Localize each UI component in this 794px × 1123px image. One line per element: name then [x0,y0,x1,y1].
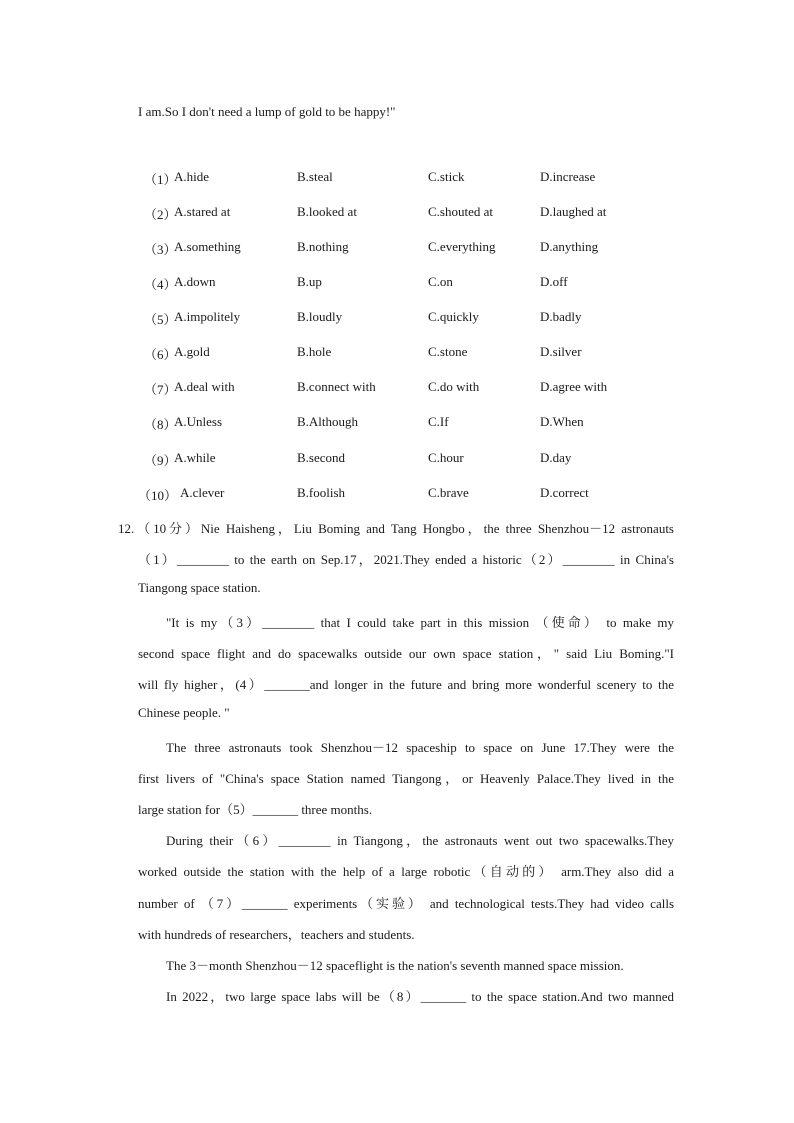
option-d: D.increase [540,169,596,184]
passage-line: （1）________ to the earth on Sep.17，2021.They ended a historic（2）________ in China's [138,552,674,567]
blank-number: （5） [144,312,177,327]
option-b: B.connect with [297,379,376,394]
passage-line: will fly higher，(4）_______and longer in the future and bring more wonderful scenery to the [138,677,674,692]
blank-number: （2） [144,207,177,222]
option-c: C.on [428,274,453,289]
passage-line: "It is my（3）________ that I could take part in this mission （使命） to make my [166,615,674,630]
option-d: D.day [540,450,572,465]
blank-number: （7） [144,382,177,397]
blank-number: （3） [144,242,177,257]
passage-line: worked outside the station with the help of a large robotic（自动的） arm.They also did a [138,864,674,879]
option-a: A.hide [174,169,210,184]
option-a: A.clever [180,485,225,500]
option-d: D.agree with [540,379,608,394]
option-row-3 [0,239,794,259]
option-c: C.do with [428,379,480,394]
option-c: C.everything [428,239,496,254]
option-a: A.gold [174,344,210,359]
passage-line: large station for（5）_______ three months. [138,802,373,817]
option-c: C.hour [428,450,464,465]
passage-line: The three astronauts took Shenzhou－12 spaceship to space on June 17.They were the [166,740,674,755]
option-d: D.When [540,414,584,429]
question-12-header: 12.（10分）Nie Haisheng，Liu Boming and Tang Hongbo，the three Shenzhou－12 astronauts [118,521,674,536]
passage-line: first livers of "China's space Station named Tiangong，or Heavenly Palace.They lived in the [138,771,674,786]
option-c: C.shouted at [428,204,493,219]
option-c: C.stone [428,344,468,359]
option-d: D.laughed at [540,204,607,219]
option-row-9 [0,450,794,470]
passage-closing-line: I am.So I don't need a lump of gold to be happy!" [138,104,396,119]
option-a: A.impolitely [174,309,241,324]
blank-number: （1） [144,172,177,187]
option-a: A.while [174,450,216,465]
option-c: C.If [428,414,449,429]
blank-number: （8） [144,417,177,432]
option-d: D.off [540,274,568,289]
option-b: B.up [297,274,322,289]
option-row-4 [0,274,794,294]
option-a: A.down [174,274,216,289]
blank-number: （10） [138,488,178,503]
option-row-7 [0,379,794,399]
option-b: B.Although [297,414,359,429]
option-row-6 [0,344,794,364]
passage-line: number of （7）_______ experiments（实验） and technological tests.They had video calls [138,896,674,911]
option-d: D.correct [540,485,589,500]
passage-line: Chinese people. " [138,705,230,720]
option-b: B.hole [297,344,332,359]
option-d: D.anything [540,239,599,254]
option-d: D.silver [540,344,582,359]
passage-line: with hundreds of researchers，teachers and students. [138,927,415,942]
option-row-2 [0,204,794,224]
option-row-8 [0,414,794,434]
blank-number: （9） [144,453,177,468]
option-a: A.deal with [174,379,235,394]
passage-line: The 3－month Shenzhou－12 spaceflight is the nation's seventh manned space mission. [166,958,624,973]
option-b: B.nothing [297,239,349,254]
option-row-1 [0,169,794,189]
option-b: B.second [297,450,346,465]
option-c: C.stick [428,169,465,184]
option-a: A.Unless [174,414,223,429]
option-b: B.loudly [297,309,343,324]
option-a: A.something [174,239,241,254]
passage-line: Tiangong space station. [138,580,261,595]
blank-number: （6） [144,347,177,362]
option-row-10 [0,485,794,505]
option-d: D.badly [540,309,582,324]
option-row-5 [0,309,794,329]
passage-line: During their（6）________ in Tiangong，the astronauts went out two spacewalks.They [166,833,674,848]
passage-line: In 2022，two large space labs will be（8）_______ to the space station.And two manned [166,989,674,1004]
option-c: C.quickly [428,309,479,324]
blank-number: （4） [144,277,177,292]
option-c: C.brave [428,485,469,500]
option-b: B.foolish [297,485,346,500]
option-b: B.steal [297,169,333,184]
option-b: B.looked at [297,204,357,219]
option-a: A.stared at [174,204,231,219]
passage-line: second space flight and do spacewalks outside our own space station，" said Liu Boming."I [138,646,674,661]
